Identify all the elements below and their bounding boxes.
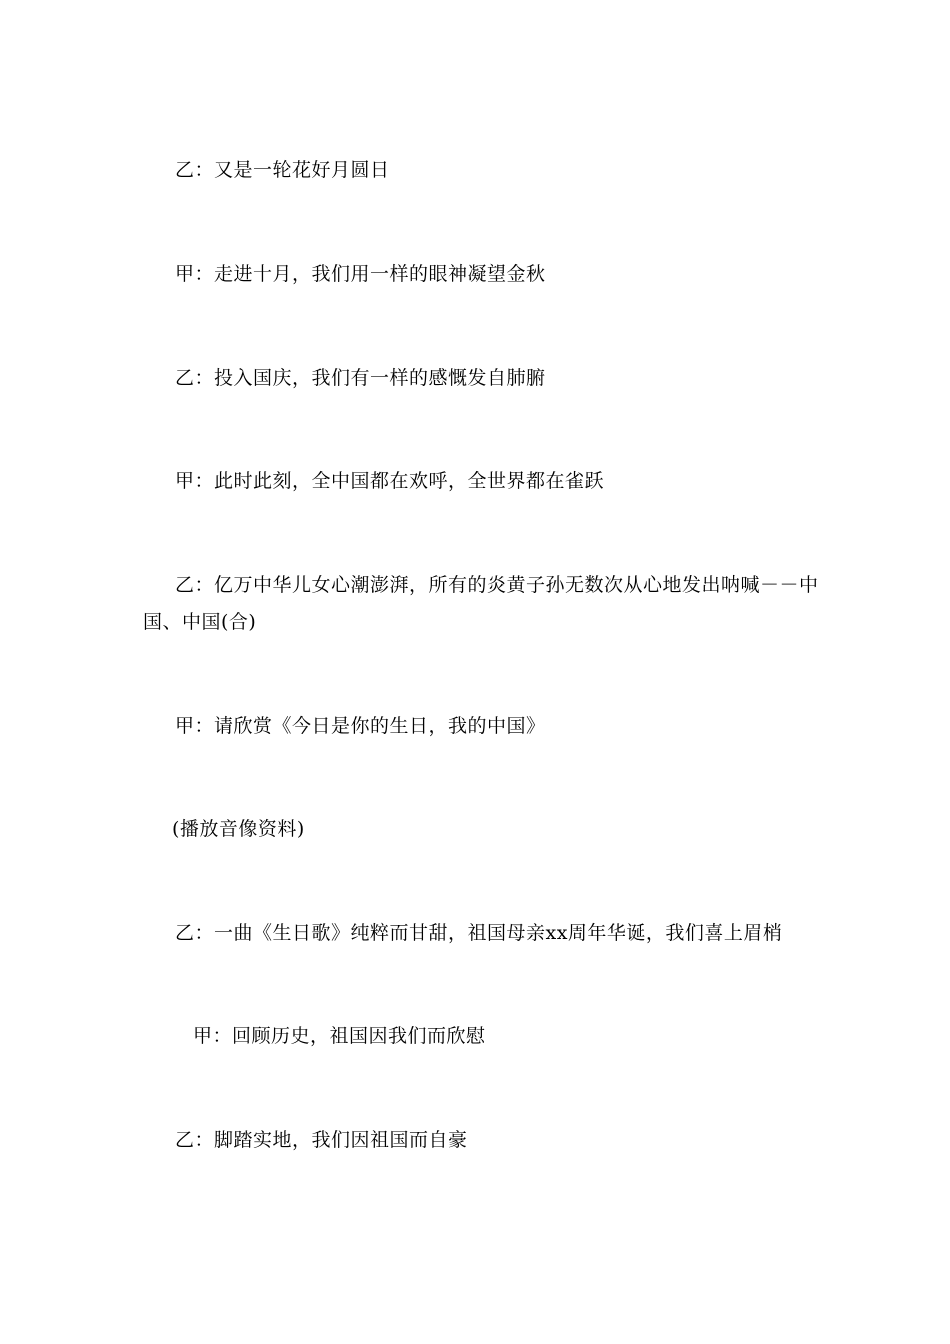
dialogue-line-5b: 国、中国(合): [143, 611, 257, 633]
dialogue-line-2: 甲：走进十月，我们用一样的眼神凝望金秋: [175, 263, 546, 285]
stage-direction: (播放音像资料): [172, 818, 305, 840]
dialogue-line-8: 甲：回顾历史，祖国因我们而欣慰: [193, 1025, 486, 1047]
dialogue-line-6: 甲：请欣赏《今日是你的生日，我的中国》: [175, 715, 546, 737]
dialogue-line-3: 乙：投入国庆，我们有一样的感慨发自肺腑: [175, 367, 546, 389]
dialogue-line-4: 甲：此时此刻，全中国都在欢呼，全世界都在雀跃: [175, 470, 605, 492]
dialogue-line-1: 乙：又是一轮花好月圆日: [175, 159, 390, 181]
dialogue-line-5a: 乙：亿万中华儿女心潮澎湃，所有的炎黄子孙无数次从心地发出呐喊－－中: [175, 574, 819, 596]
dialogue-line-7: 乙：一曲《生日歌》纯粹而甘甜，祖国母亲xx周年华诞，我们喜上眉梢: [175, 922, 783, 944]
dialogue-line-9: 乙：脚踏实地，我们因祖国而自豪: [175, 1129, 468, 1151]
